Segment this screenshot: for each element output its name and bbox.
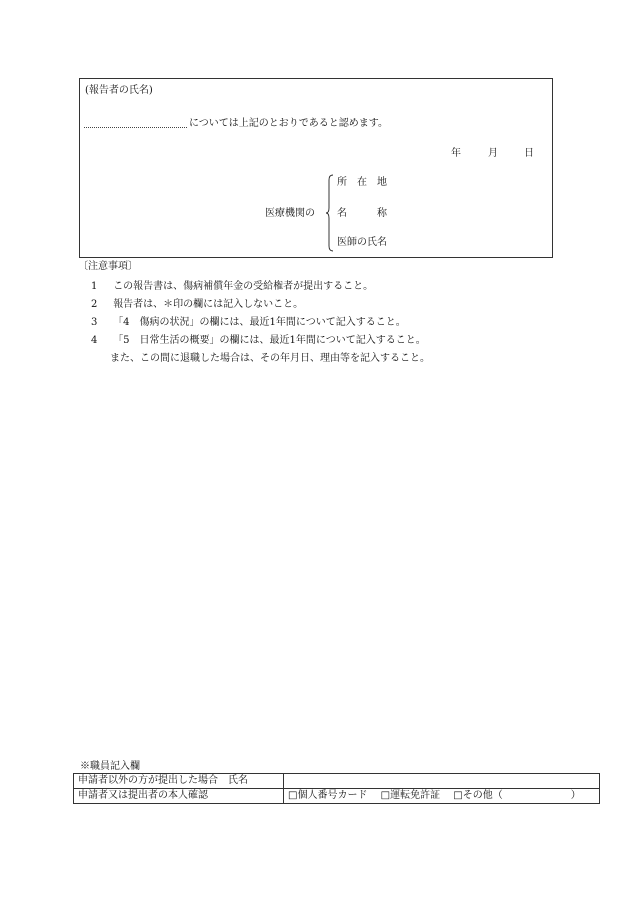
- name-field-label: 名 称: [337, 208, 387, 219]
- left-brace-icon: [326, 174, 334, 252]
- note-text: 報告者は、＊印の欄には記入しないこと。: [113, 299, 304, 310]
- date-year-label: 年: [451, 148, 461, 159]
- staff-entry-table: [73, 773, 600, 804]
- close-paren: ）: [570, 790, 581, 801]
- identity-check-label: 申請者又は提出者の本人確認: [74, 789, 284, 804]
- note-number: 1: [91, 281, 98, 292]
- submitter-name-field[interactable]: [284, 774, 600, 789]
- note-number: 4: [91, 335, 98, 346]
- table-row: [74, 774, 600, 789]
- other-id-checkbox[interactable]: □その他（: [453, 790, 503, 801]
- medical-institution-label: 医療機関の: [265, 208, 315, 219]
- reporter-name-field[interactable]: [84, 127, 187, 128]
- note-item: [91, 282, 373, 292]
- my-number-card-checkbox[interactable]: □個人番号カード: [288, 790, 368, 801]
- staff-section-heading: ※職員記入欄: [80, 761, 140, 772]
- note-text: 「5 日常生活の概要」の欄には、最近1年間について記入すること。: [113, 335, 426, 346]
- note-item: [91, 300, 303, 310]
- submitter-name-label: 申請者以外の方が提出した場合 氏名: [74, 774, 284, 789]
- note-number: 3: [91, 317, 98, 328]
- table-row: [74, 789, 600, 804]
- reporter-name-label: (報告者の氏名): [85, 85, 153, 96]
- date-day-label: 日: [524, 148, 534, 159]
- drivers-license-checkbox[interactable]: □運転免許証: [380, 790, 441, 801]
- note-item: [91, 336, 426, 346]
- address-field-label: 所 在 地: [337, 177, 387, 188]
- identity-options-cell: [284, 789, 600, 804]
- note-item: [91, 318, 406, 328]
- note-number: 2: [91, 299, 98, 310]
- note-text: この報告書は、傷病補償年金の受給権者が提出すること。: [113, 281, 374, 292]
- date-month-label: 月: [488, 148, 498, 159]
- notes-heading: 〔注意事項〕: [78, 261, 138, 272]
- note-continuation: また、この間に退職した場合は、その年月日、理由等を記入すること。: [110, 353, 430, 364]
- doctor-name-label: 医師の氏名: [337, 237, 387, 248]
- confirmation-text: については上記のとおりであると認めます。: [189, 118, 388, 129]
- note-text: 「4 傷病の状況」の欄には、最近1年間について記入すること。: [113, 317, 406, 328]
- report-confirmation-box: [79, 78, 553, 258]
